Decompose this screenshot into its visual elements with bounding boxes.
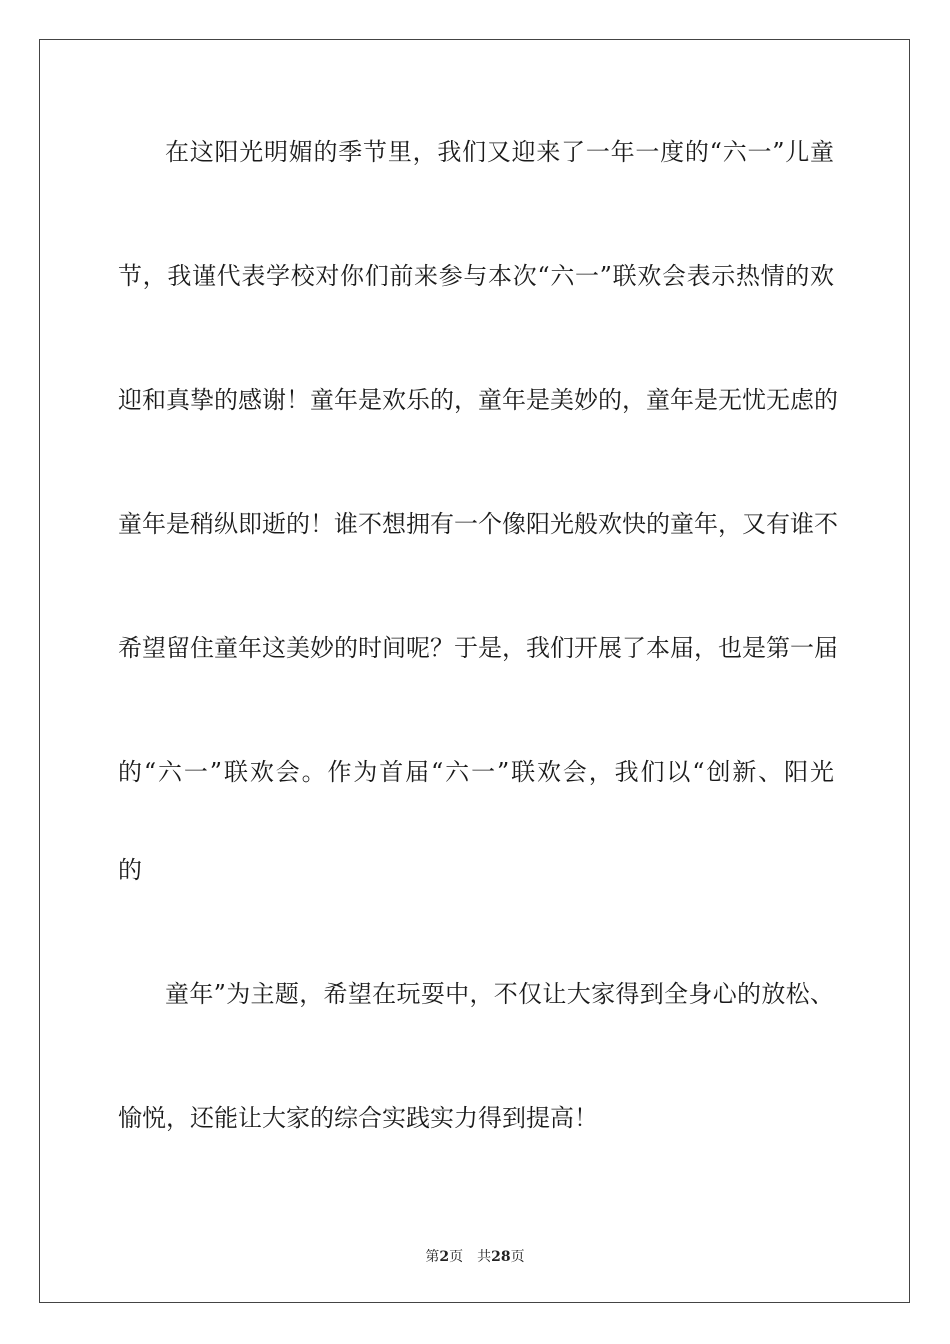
- paragraph-1-line-1: 在这阳光明媚的季节里，我们又迎来了一年一度的“六一”儿童: [165, 138, 834, 166]
- paragraph-1-line-3: 迎和真挚的感谢！童年是欢乐的，童年是美妙的，童年是无忧无虑的: [118, 386, 838, 414]
- footer-total-suffix: 页: [510, 1249, 525, 1265]
- paragraph-2-line-1: 童年”为主题，希望在玩耍中，不仅让大家得到全身心的放松、: [165, 980, 834, 1008]
- paragraph-1-line-4: 童年是稍纵即逝的！谁不想拥有一个像阳光般欢快的童年，又有谁不: [118, 510, 838, 538]
- footer-page-suffix: 页: [449, 1249, 464, 1265]
- footer-total-prefix: 共: [477, 1249, 492, 1265]
- page-footer: [0, 1248, 950, 1266]
- paragraph-2-line-2: 愉悦，还能让大家的综合实践实力得到提高！: [118, 1104, 598, 1132]
- footer-total-number: 28: [491, 1249, 511, 1265]
- footer-page-number: 2: [439, 1249, 450, 1265]
- paragraph-1-line-2: 节，我谨代表学校对你们前来参与本次“六一”联欢会表示热情的欢: [118, 262, 834, 290]
- paragraph-1-line-6: 的“六一”联欢会。作为首届“六一”联欢会，我们以“创新、阳光: [118, 758, 834, 786]
- paragraph-1-line-7: 的: [118, 856, 142, 884]
- footer-page-prefix: 第: [425, 1249, 440, 1265]
- paragraph-1-line-5: 希望留住童年这美妙的时间呢？于是，我们开展了本届，也是第一届: [118, 634, 838, 662]
